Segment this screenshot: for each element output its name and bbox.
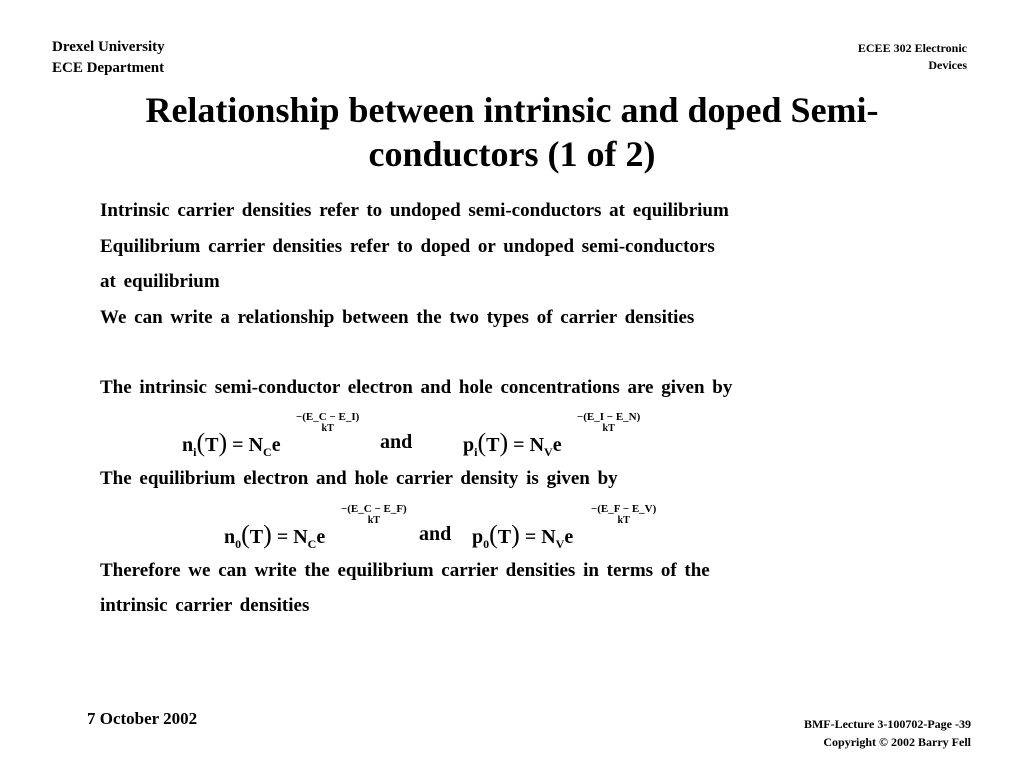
eq1-and: and — [380, 431, 413, 453]
eq2-and: and — [419, 523, 452, 545]
eq1-p-N: N — [529, 434, 545, 456]
body-line-4: We can write a relationship between the two types of carrier densities — [100, 307, 695, 328]
eq2-p-var: p — [472, 526, 484, 548]
eq1-p-N-sub: V — [544, 445, 553, 459]
eq1-p-sub: i — [474, 445, 478, 459]
eq2-e: e — [316, 526, 326, 548]
slide-title-line2: conductors (1 of 2) — [368, 134, 656, 174]
eq1-N-sub: C — [263, 445, 272, 459]
eq1-p-exponent-numerator: −(E_I − E_N) — [577, 411, 641, 423]
eq2-n-sub: 0 — [235, 537, 242, 551]
eq2-p-exponent-numerator: −(E_F − E_V) — [591, 503, 657, 515]
body-line-2: Equilibrium carrier densities refer to doped or undoped semi-conductors — [100, 236, 715, 257]
eq1-p-arg: T — [486, 434, 500, 456]
eq2-p-N-sub: V — [555, 537, 565, 551]
page-label: BMF-Lecture 3-100702-Page -39 — [803, 717, 971, 731]
equilibrium-electron-equation: $n_0(T) = N_Ce$ — [224, 520, 326, 551]
eq2-N: N — [293, 526, 308, 548]
eq1-p-equals: = — [513, 434, 525, 456]
course-header — [858, 40, 967, 74]
eq2-p-sub: 0 — [483, 537, 490, 551]
eq2-p-equals: = — [524, 526, 537, 548]
eq1-p-exponent-denominator: kT — [602, 423, 615, 434]
slide-title — [0, 88, 1024, 176]
department-name: ECE Department — [52, 60, 165, 76]
eq1-n-var: n — [182, 434, 194, 456]
eq2-exponent-denominator: kT — [367, 515, 380, 526]
eq1-e: e — [271, 434, 281, 456]
eq1-arg: T — [205, 434, 219, 456]
eq2-p-e: e — [564, 526, 574, 548]
university-name: Drexel University — [52, 39, 165, 55]
eq1-p-e: e — [552, 434, 562, 456]
eq1-n-sub: i — [193, 445, 197, 459]
eq2-N-sub: C — [307, 537, 317, 551]
eq1-exponent — [296, 411, 359, 434]
intrinsic-electron-equation: $n_i(T) = N_Ce$ — [182, 428, 281, 459]
eq2-p-arg: T — [497, 526, 512, 548]
lecture-date: 7 October 2002 — [87, 709, 198, 728]
intrinsic-hole-equation: $p_i(T) = N_Ve$ — [463, 428, 562, 459]
body-line-7: Therefore we can write the equilibrium carrier densities in terms of the — [100, 560, 710, 581]
eq1-p-var: p — [463, 434, 475, 456]
eq2-p-N: N — [541, 526, 556, 548]
body-line-8: intrinsic carrier densities — [100, 595, 310, 616]
eq2-exponent-numerator: −(E_C − E_F) — [341, 503, 407, 515]
body-line-1: Intrinsic carrier densities refer to undoped semi-conductors at equilibrium — [100, 200, 729, 221]
eq1-p-exponent — [577, 411, 640, 434]
body-line-3: at equilibrium — [100, 271, 220, 292]
copyright-notice: Copyright © 2002 Barry Fell — [823, 735, 971, 749]
course-title-line2: Devices — [928, 58, 967, 72]
eq1-exponent-denominator: kT — [321, 423, 334, 434]
equilibrium-hole-equation: $p_0(T) = N_Ve$ — [472, 520, 574, 551]
slide-title-line1: Relationship between intrinsic and doped Semi- — [145, 90, 879, 130]
eq2-exponent — [341, 503, 407, 526]
eq2-n-var: n — [224, 526, 236, 548]
body-line-6: The equilibrium electron and hole carrier density is given by — [100, 468, 618, 489]
institution-header — [52, 37, 165, 79]
eq2-equals: = — [276, 526, 289, 548]
eq1-N: N — [248, 434, 264, 456]
body-line-5: The intrinsic semi-conductor electron and hole concentrations are given by — [100, 377, 733, 398]
footer-credits — [804, 715, 971, 751]
course-title-line1: ECEE 302 Electronic — [857, 41, 967, 55]
eq2-arg: T — [249, 526, 264, 548]
eq1-equals: = — [232, 434, 244, 456]
eq2-p-exponent-denominator: kT — [617, 515, 630, 526]
eq1-exponent-numerator: −(E_C − E_I) — [296, 411, 360, 423]
eq2-p-exponent — [591, 503, 656, 526]
